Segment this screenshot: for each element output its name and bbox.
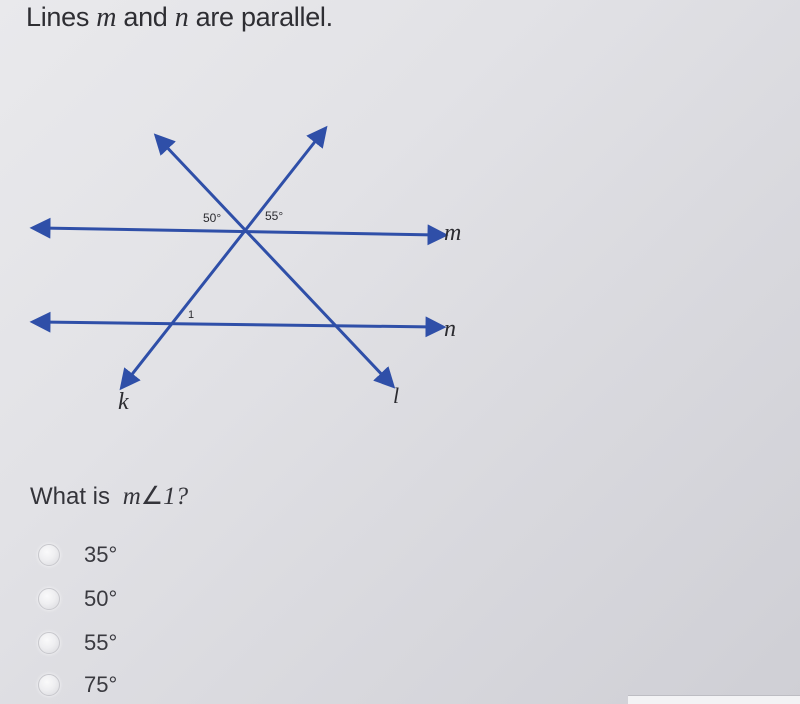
radio-button[interactable]: [38, 544, 60, 566]
radio-button[interactable]: [38, 632, 60, 654]
header-text-2: and: [116, 2, 175, 32]
line-l: [161, 141, 388, 381]
choice-label: 75°: [84, 672, 118, 697]
angle-label-50: 50°: [203, 211, 222, 225]
angle-label-1: 1: [188, 309, 195, 321]
choice-55[interactable]: [38, 628, 117, 658]
prompt-expression: [123, 483, 188, 510]
prompt-expr-tail: 1?: [163, 483, 189, 510]
header-text-1: Lines: [26, 2, 97, 32]
question-prompt: [30, 481, 188, 511]
header-var-n: n: [174, 2, 189, 33]
choice-75[interactable]: [38, 670, 117, 700]
header-var-m: m: [96, 2, 117, 33]
line-k: [126, 134, 321, 382]
prompt-expr-m: m: [122, 483, 141, 510]
line-n: [40, 322, 436, 327]
line-label-n: n: [444, 316, 456, 342]
choice-50[interactable]: [38, 584, 117, 614]
line-label-l: l: [393, 383, 400, 408]
angle-label-55: 55°: [265, 209, 284, 223]
radio-button[interactable]: [38, 588, 60, 610]
choice-35[interactable]: [38, 540, 117, 570]
line-label-m: m: [444, 220, 462, 246]
prompt-text: What is: [30, 483, 111, 510]
header-text-3: are parallel.: [188, 2, 333, 32]
radio-button[interactable]: [38, 674, 60, 696]
choice-label: 50°: [84, 586, 118, 611]
line-label-k: k: [118, 389, 129, 415]
line-m: [40, 228, 438, 235]
choice-label: 55°: [84, 630, 118, 655]
choice-label: 35°: [84, 542, 118, 567]
angle-symbol: ∠: [140, 483, 164, 510]
bottom-panel-edge: [628, 695, 800, 704]
